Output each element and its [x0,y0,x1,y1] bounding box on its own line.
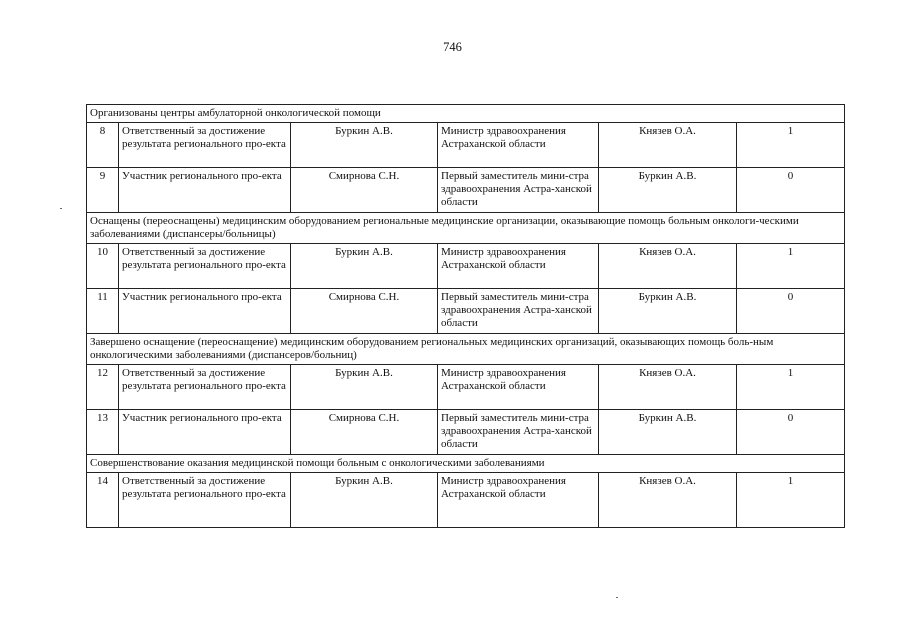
manager-cell: Князев О.А. [599,473,737,528]
section-title: Организованы центры амбулаторной онкологической помощи [87,105,845,123]
row-number: 12 [87,365,119,410]
section-title: Завершено оснащение (переоснащение) медицинским оборудованием региональных медицинских организаций, оказывающих помощь боль-ным онкологическими заболеваниями (диспансеров/больниц) [87,334,845,365]
role-cell: Ответственный за достижение результата регионального про-екта [119,123,291,168]
manager-cell: Князев О.А. [599,123,737,168]
person-cell: Буркин А.В. [291,244,438,289]
page-number: 746 [443,40,462,54]
person-cell: Буркин А.В. [291,365,438,410]
position-cell: Министр здравоохранения Астраханской области [438,244,599,289]
section-row [87,455,845,473]
position-cell: Министр здравоохранения Астраханской области [438,123,599,168]
table-row [87,410,845,455]
section-row [87,213,845,244]
manager-cell: Князев О.А. [599,244,737,289]
scan-speck [60,208,62,209]
flag-cell: 1 [737,365,845,410]
table-row [87,123,845,168]
person-cell: Буркин А.В. [291,123,438,168]
table-row [87,168,845,213]
flag-cell: 1 [737,123,845,168]
position-cell: Первый заместитель мини-стра здравоохранения Астра-ханской области [438,168,599,213]
role-cell: Ответственный за достижение результата регионального про-екта [119,365,291,410]
flag-cell: 1 [737,473,845,528]
manager-cell: Буркин А.В. [599,289,737,334]
row-number: 8 [87,123,119,168]
row-number: 14 [87,473,119,528]
role-cell: Ответственный за достижение результата регионального про-екта [119,473,291,528]
flag-cell: 0 [737,289,845,334]
flag-cell: 0 [737,168,845,213]
row-number: 10 [87,244,119,289]
row-number: 13 [87,410,119,455]
section-title: Оснащены (переоснащены) медицинским оборудованием региональные медицинские организации, оказывающие помощь больным онкологи-ческими заболеваниями (диспансеры/больницы) [87,213,845,244]
table-row [87,365,845,410]
section-row [87,105,845,123]
role-cell: Участник регионального про-екта [119,410,291,455]
person-cell: Смирнова С.Н. [291,289,438,334]
role-cell: Участник регионального про-екта [119,168,291,213]
role-cell: Участник регионального про-екта [119,289,291,334]
person-cell: Смирнова С.Н. [291,168,438,213]
scan-speck [616,597,618,598]
manager-cell: Буркин А.В. [599,410,737,455]
flag-cell: 0 [737,410,845,455]
manager-cell: Князев О.А. [599,365,737,410]
row-number: 11 [87,289,119,334]
table-row [87,289,845,334]
flag-cell: 1 [737,244,845,289]
section-row [87,334,845,365]
person-cell: Буркин А.В. [291,473,438,528]
position-cell: Первый заместитель мини-стра здравоохранения Астра-ханской области [438,410,599,455]
position-cell: Первый заместитель мини-стра здравоохранения Астра-ханской области [438,289,599,334]
person-cell: Смирнова С.Н. [291,410,438,455]
table-row [87,473,845,528]
table-row [87,244,845,289]
role-cell: Ответственный за достижение результата регионального про-екта [119,244,291,289]
section-title: Совершенствование оказания медицинской помощи больным с онкологическими заболеваниями [87,455,845,473]
row-number: 9 [87,168,119,213]
responsibility-table [86,104,845,528]
position-cell: Министр здравоохранения Астраханской области [438,473,599,528]
position-cell: Министр здравоохранения Астраханской области [438,365,599,410]
manager-cell: Буркин А.В. [599,168,737,213]
